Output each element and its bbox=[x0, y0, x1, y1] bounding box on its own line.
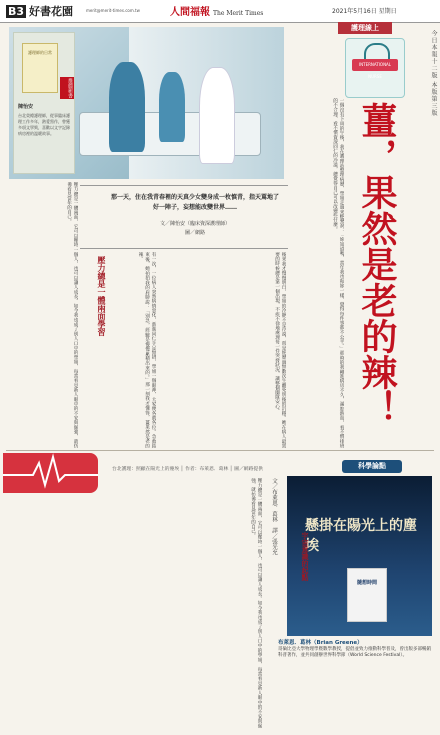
bottom-subhead: 宇宙意識的起點 bbox=[301, 532, 309, 581]
ekg-banner bbox=[3, 453, 98, 493]
nurse-band: INTERNATIONAL NURSE bbox=[352, 59, 398, 71]
heartbeat-icon bbox=[3, 453, 98, 493]
bottom-info: 台北護理：照顧在陽光上的塵埃 │ 作者：布萊恩．葛林 │ 圖／網路提供 bbox=[112, 467, 263, 472]
nurse-figure bbox=[109, 62, 145, 152]
bottom-byline: 文／布萊恩．葛林 譯／張光允 bbox=[271, 478, 277, 555]
section-title: 好書花園 bbox=[29, 5, 74, 18]
book-author: 陳怡安 bbox=[18, 104, 34, 110]
byline-author: 文／陳怡安（臨床資深護理師） bbox=[159, 221, 230, 227]
promo-book-title: 隨想時間 bbox=[356, 580, 377, 586]
issue-date: 2021年5月16日 星期日 bbox=[332, 8, 397, 15]
page-index-strip: 今日本報十二版 本版第三版 bbox=[430, 30, 437, 117]
section-label bbox=[6, 3, 73, 19]
page-header bbox=[0, 0, 440, 23]
divider bbox=[6, 450, 434, 451]
logo-zh: 人間福報 bbox=[170, 7, 210, 18]
body-column-4: 壓力總是一體兩面，它可以壓垮一個人，也可以讓人成長。如今我也成了別人口中的學姐，每當看見新人眼中的不安與倔強，就彷彿看見當年的自己。 bbox=[66, 182, 78, 448]
author-name: 布萊恩．葛林（Brian Greene） bbox=[278, 640, 363, 646]
byline-image: 圖／網路 bbox=[184, 230, 205, 236]
author-box bbox=[278, 640, 433, 660]
body-column-2: 後來我才慢慢明白，學姐的冷靜不是冷漠，而是經歷過無數次生離死別後的沉穩。她在病人最需要的時候總是第一個出現，不疾不徐地處理每一件突發狀況，讓整個團隊安心。 bbox=[274, 252, 286, 448]
lead-paragraph: 那一天，住在我青春裡的天真少女變身成一枚慎青，指天罵地了好一陣子，妄想能改變世界…… bbox=[110, 194, 279, 211]
section-number: B3 bbox=[8, 5, 25, 18]
body-column-3: 有一次，一位病人突然病情惡化，新進同仁手足無措，學姐一個眼神，大家便各就各位。急救結束後，她拍拍我的肩膀說：「別急，經驗是慢慢累積出來的。」那一刻我才懂得，薑果然是老的辣。 bbox=[138, 252, 156, 448]
bottom-body: 壓力總是一體兩面，它可以壓垮一個人，也可以讓人成長。如今我也成了別人口中的學姐，每當看見新人眼中的不安與倔強，就彷彿看見當年的自己。 bbox=[250, 478, 262, 728]
science-tag: 科學論點 bbox=[342, 460, 402, 473]
newspaper-logo bbox=[170, 3, 263, 18]
logo-en: The Merit Times bbox=[213, 10, 264, 17]
book-description: 台北榮總護理師，從事臨床護理工作多年，熱愛寫作，曾獲多項文學獎，喜歡以文字記錄病房裡的溫暖故事。 bbox=[18, 113, 70, 136]
subhead: 壓力總是一體兩面學習 bbox=[97, 256, 106, 336]
column-tag: 護理線上 bbox=[338, 22, 392, 34]
stethoscope-icon bbox=[364, 43, 390, 59]
author-bio: 哥倫比亞大學物理學暨數學教授，提倡並致力推動科學普及，曾出版多部暢銷科普著作，並共同創辦世界科學節（World Science Festival）。 bbox=[278, 646, 431, 658]
byline bbox=[110, 220, 280, 238]
promo-book-cover bbox=[347, 568, 387, 622]
body-column-1: 一個沒有下雨的午後，我在護理站整理病歷，學姐走過來輕聲說：「妳知道嗎，當年我也和妳一樣，覺得每件事都不公平。」那時的我剛進病房不久，滿腔熱血，看不慣排班的不合理、看不慣資深同仁的冷漠，總覺得自己可以改變些什麼。 bbox=[332, 98, 344, 448]
nurse-illustration bbox=[345, 38, 405, 98]
article-headline: 薑，果然是老的辣！ bbox=[356, 102, 398, 426]
book-cover: 護理師的日常 bbox=[22, 43, 58, 93]
nurse-figure bbox=[159, 72, 185, 142]
lead-box bbox=[80, 185, 288, 249]
book-card bbox=[13, 32, 75, 174]
header-url[interactable]: merit@merit-times.com.tw bbox=[86, 8, 140, 13]
promo-title: 懸掛在陽光上的塵埃 bbox=[305, 518, 417, 554]
doctor-figure bbox=[199, 67, 235, 164]
book-badge: 推薦新書 bbox=[60, 77, 74, 99]
